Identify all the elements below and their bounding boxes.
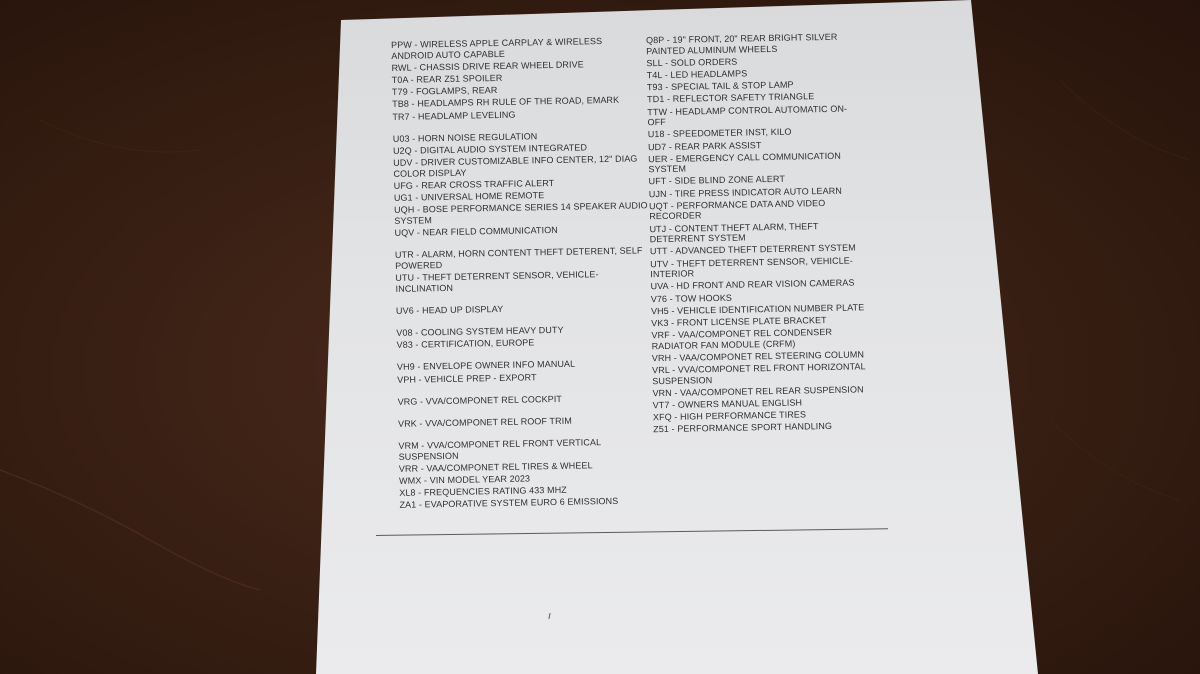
option-code-entry: WMX - VIN MODEL YEAR 2023 [398, 473, 531, 486]
option-code-entry: SLL - SOLD ORDERS [646, 56, 738, 69]
option-code-entry: TR7 - HEADLAMP LEVELING [392, 109, 516, 122]
option-code-entry: U18 - SPEEDOMETER INST, KILO [647, 126, 792, 140]
option-code-entry: U2Q - DIGITAL AUDIO SYSTEM INTEGRATED [392, 142, 588, 156]
option-code-entry: PPW - WIRELESS APPLE CARPLAY & WIRELESS ANDROID AUTO CAPABLE [390, 36, 603, 61]
option-code-entry: VT7 - OWNERS MANUAL ENGLISH [652, 397, 803, 411]
option-code-entry: VRF - VAA/COMPONET REL CONDENSER RADIATOR FAN MODULE (CRFM) [651, 327, 833, 351]
option-code-entry: VRG - VVA/COMPONET REL COCKPIT [397, 393, 563, 407]
option-code-entry: V08 - COOLING SYSTEM HEAVY DUTY [396, 324, 564, 338]
left-column [391, 35, 655, 512]
option-code-entry: UTJ - CONTENT THEFT ALARM, THEFT DETERRENT SYSTEM [649, 220, 819, 245]
option-code-entry: VK3 - FRONT LICENSE PLATE BRACKET [651, 314, 827, 329]
option-code-entry: VRR - VAA/COMPONET REL TIRES & WHEEL [398, 460, 593, 474]
option-code-entry: UTR - ALARM, HORN CONTENT THEFT DETERENT, SELF POWERED [394, 245, 643, 271]
option-code-entry: UTV - THEFT DETERRENT SENSOR, VEHICLE-INTERIOR [650, 255, 854, 280]
option-code-entry: TD1 - REFLECTOR SAFETY TRIANGLE [647, 91, 815, 105]
option-code-entry: VRM - VVA/COMPONET REL FRONT VERTICAL SUSPENSION [398, 437, 601, 462]
option-code-entry: VH9 - ENVELOPE OWNER INFO MANUAL [396, 358, 576, 373]
option-code-entry: UVA - HD FRONT AND REAR VISION CAMERAS [650, 277, 855, 292]
option-code-entry: Z51 - PERFORMANCE SPORT HANDLING [653, 421, 833, 435]
option-code-entry: T79 - FOGLAMPS, REAR [391, 85, 498, 98]
option-code-entry: VRH - VAA/COMPONET REL STEERING COLUMN [651, 349, 865, 364]
option-code-entry: VRL - VVA/COMPONET REL FRONT HORIZONTAL SUSPENSION [652, 361, 866, 386]
option-code-entry: UFT - SIDE BLIND ZONE ALERT [648, 174, 786, 187]
option-code-entry: T93 - SPECIAL TAIL & STOP LAMP [646, 79, 794, 93]
option-code-entry: UER - EMERGENCY CALL COMMUNICATION SYSTEM [648, 150, 842, 175]
option-code-entry: VH5 - VEHICLE IDENTIFICATION NUMBER PLATE [650, 302, 865, 316]
option-code-entry: UTU - THEFT DETERRENT SENSOR, VEHICLE-INCLINATION [395, 269, 599, 294]
right-column [646, 31, 868, 436]
option-code-list [388, 31, 877, 540]
option-code-entry: UG1 - UNIVERSAL HOME REMOTE [393, 190, 545, 203]
option-code-entry: ZA1 - EVAPORATIVE SYSTEM EURO 6 EMISSIONS [399, 496, 619, 511]
option-code-entry: VRN - VAA/COMPONET REL REAR SUSPENSION [652, 384, 864, 399]
option-code-entry: RWL - CHASSIS DRIVE REAR WHEEL DRIVE [391, 59, 584, 73]
option-code-entry: T0A - REAR Z51 SPOILER [391, 72, 503, 85]
option-code-entry: VRK - VVA/COMPONET REL ROOF TRIM [397, 415, 572, 429]
option-code-entry: XFQ - HIGH PERFORMANCE TIRES [652, 409, 807, 423]
option-code-entry: UD7 - REAR PARK ASSIST [647, 139, 762, 152]
option-code-entry: UFG - REAR CROSS TRAFFIC ALERT [393, 177, 555, 191]
option-code-entry: UJN - TIRE PRESS INDICATOR AUTO LEARN [648, 185, 843, 199]
option-code-entry: V76 - TOW HOOKS [650, 292, 733, 304]
option-code-entry: UQV - NEAR FIELD COMMUNICATION [394, 224, 558, 238]
option-code-entry: XL8 - FREQUENCIES RATING 433 MHZ [399, 485, 567, 499]
option-code-entry: T4L - LED HEADLAMPS [646, 68, 748, 81]
option-code-entry: UTT - ADVANCED THEFT DETERRENT SYSTEM [649, 242, 856, 257]
option-code-entry: TTW - HEADLAMP CONTROL AUTOMATIC ON-OFF [647, 103, 848, 128]
option-code-entry: TB8 - HEADLAMPS RH RULE OF THE ROAD, EMARK [392, 95, 620, 110]
option-code-entry: UDV - DRIVER CUSTOMIZABLE INFO CENTER, 12" DIAG COLOR DISPLAY [393, 153, 638, 179]
option-code-entry: Q8P - 19" FRONT, 20" REAR BRIGHT SILVER PAINTED ALUMINUM WHEELS [645, 31, 838, 56]
option-code-entry: UQT - PERFORMANCE DATA AND VIDEO RECORDER [648, 197, 826, 222]
option-code-entry: U03 - HORN NOISE REGULATION [392, 130, 538, 144]
option-code-entry: VPH - VEHICLE PREP - EXPORT [397, 371, 537, 385]
option-code-entry: V83 - CERTIFICATION, EUROPE [396, 337, 535, 351]
option-code-entry: UQH - BOSE PERFORMANCE SERIES 14 SPEAKER AUDIO SYSTEM [394, 200, 648, 226]
option-code-entry: UV6 - HEAD UP DISPLAY [395, 303, 504, 316]
